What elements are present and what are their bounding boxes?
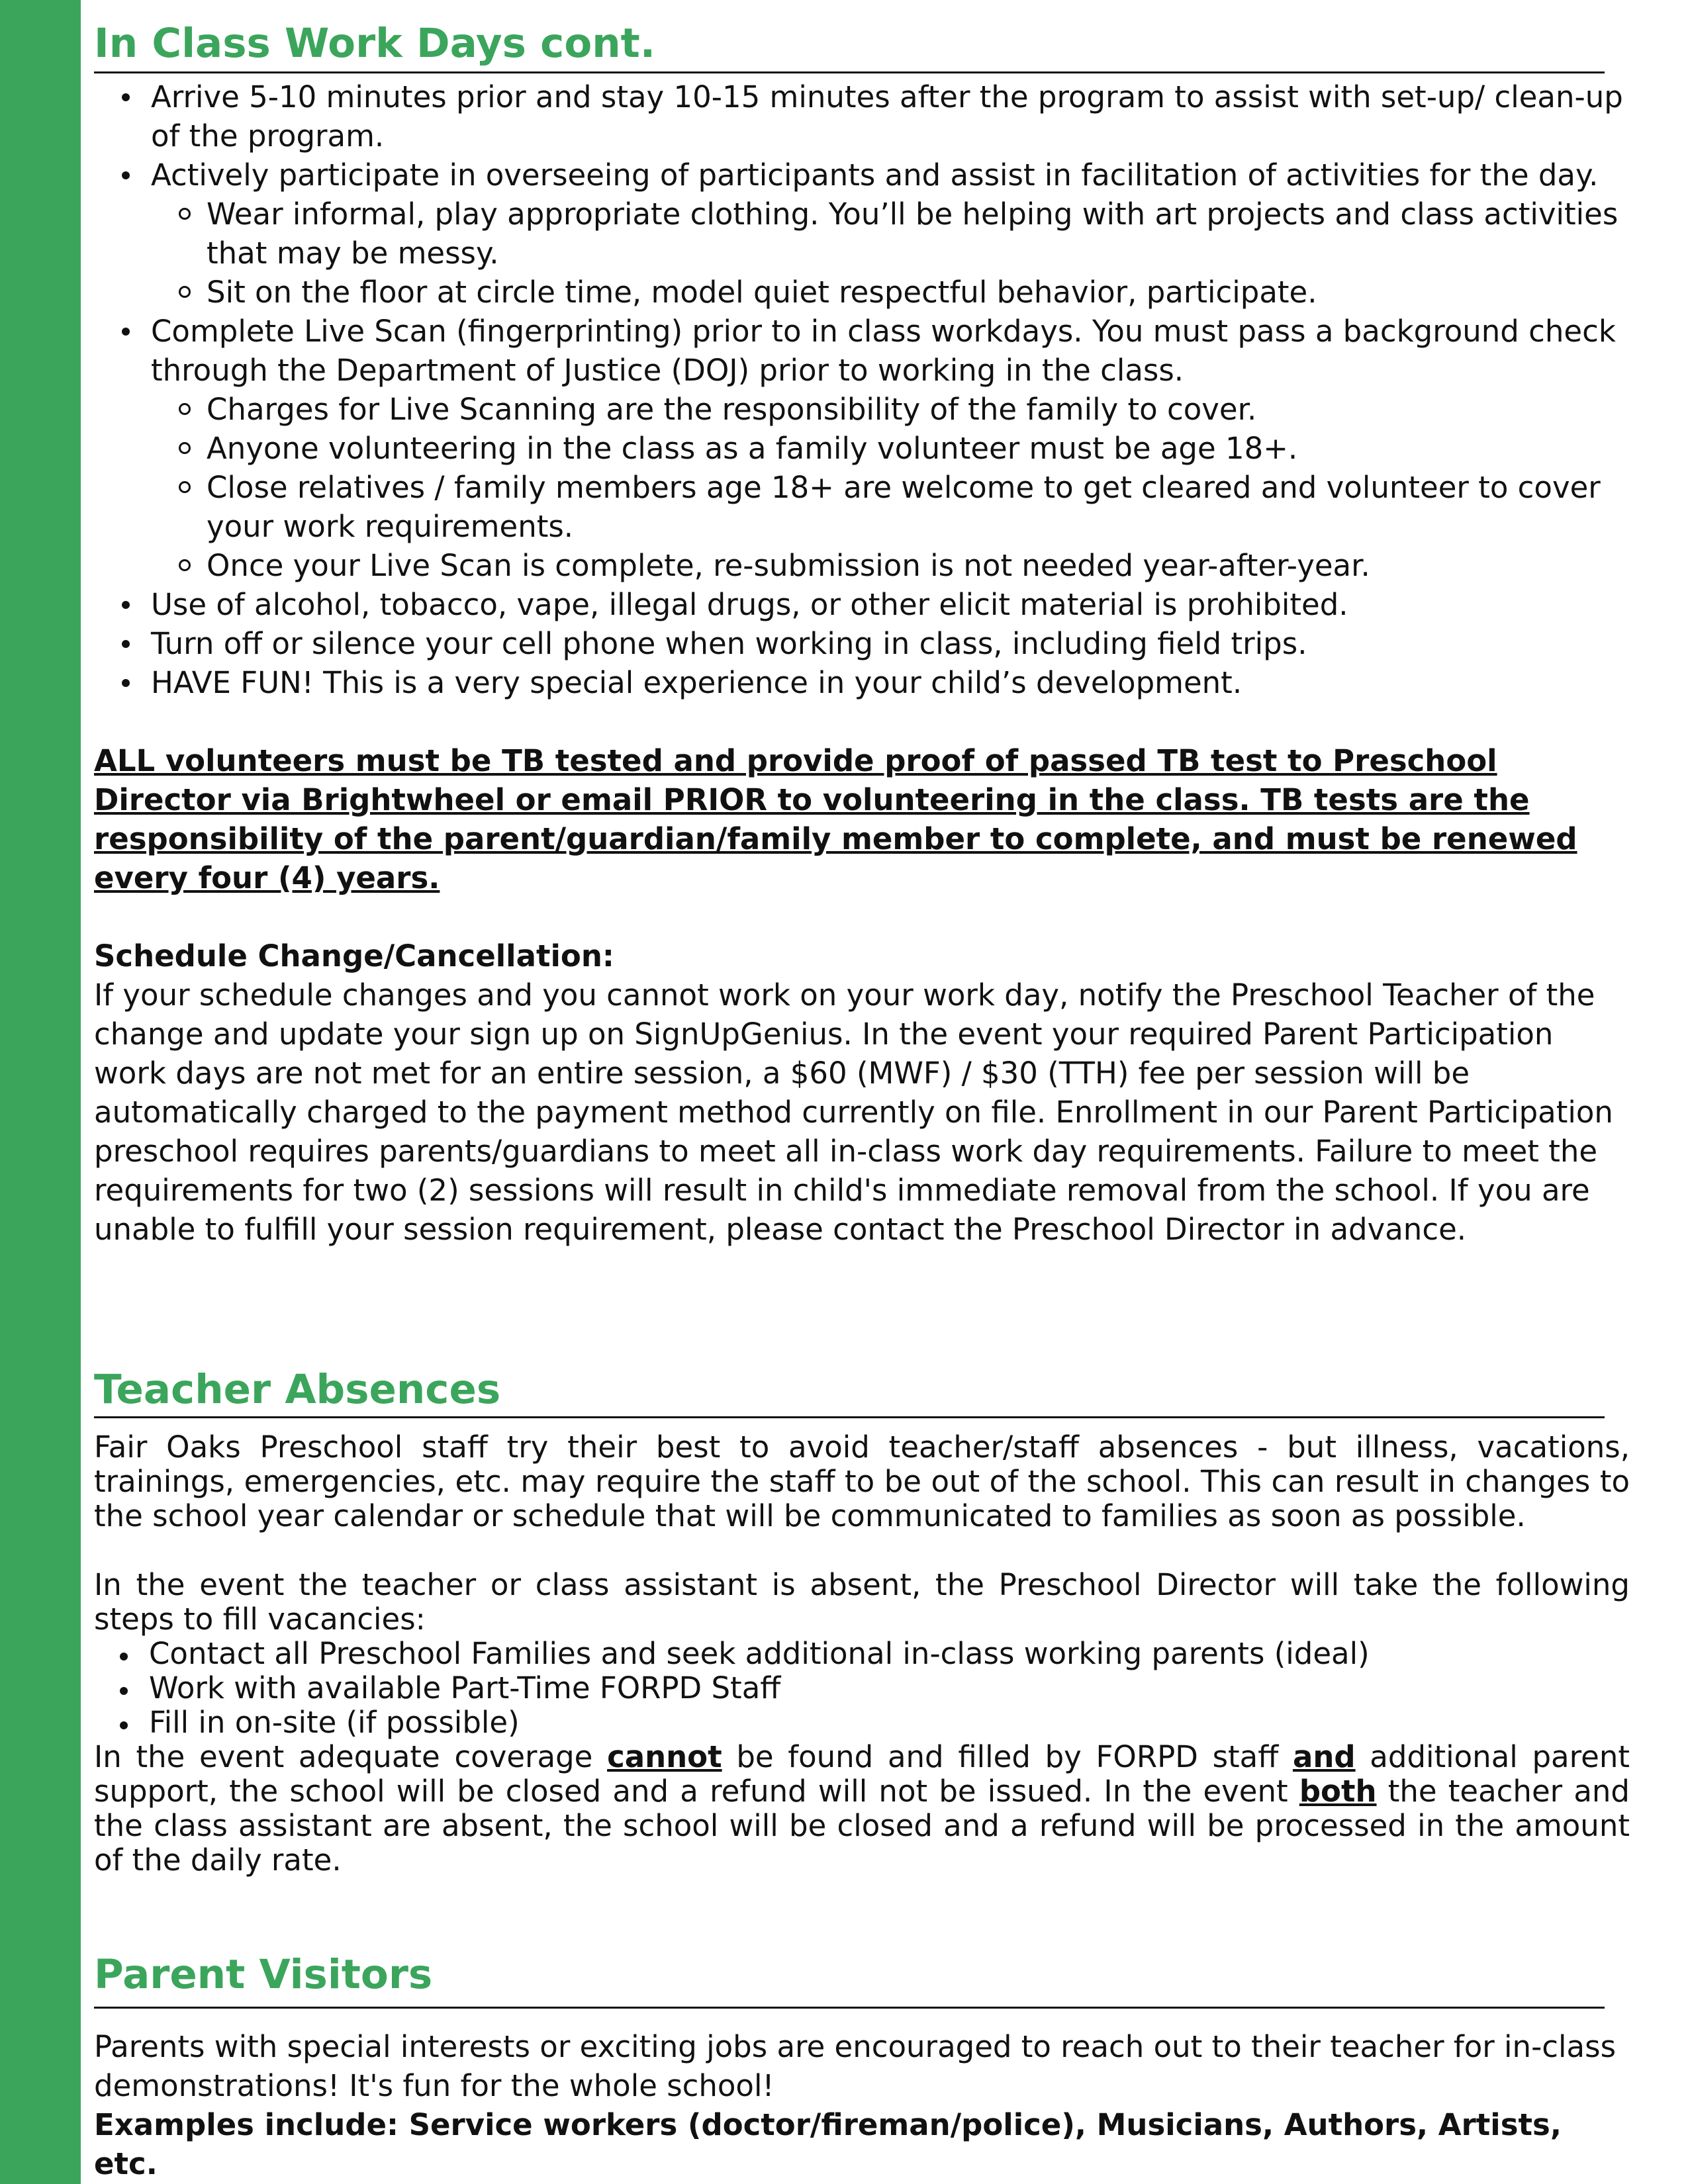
list-item: Turn off or silence your cell phone when working in class, including field trips. [94,624,1630,663]
sub-list-item: Anyone volunteering in the class as a family volunteer must be age 18+. [151,429,1630,468]
absences-steps-intro: In the event the teacher or class assistant is absent, the Preschool Director will take the following steps to fill vacancies: [94,1567,1630,1637]
sub-list-item: Charges for Live Scanning are the responsibility of the family to cover. [151,390,1630,429]
sub-list-item: Once your Live Scan is complete, re-submission is not needed year-after-year. [151,546,1630,585]
divider [94,1416,1605,1418]
list-item: Use of alcohol, tobacco, vape, illegal drugs, or other elicit material is prohibited. [94,585,1630,624]
section-title: In Class Work Days cont. [94,20,656,67]
divider [94,71,1605,73]
section-in-class-work-days [94,19,1630,1249]
section-title: Teacher Absences [94,1366,501,1413]
visitors-paragraph: Parents with special interests or exciting jobs are encouraged to reach out to their teacher for in-class demonstrations! It's fun for the whole school! [94,2029,1617,2103]
sub-list [151,195,1630,312]
tb-test-notice: ALL volunteers must be TB tested and provide proof of passed TB test to Preschool Director via Brightwheel or email PRIOR to volunteering in the class. TB tests are the responsibility of the parent/guardian/family member to complete, and must be renewed every four (4) years. [94,743,1577,895]
list-item: Work with available Part-Time FORPD Staff [92,1671,1630,1706]
emphasis-both: both [1299,1774,1377,1809]
sub-list-item: Close relatives / family members age 18+ are welcome to get cleared and volunteer to cover your work requirements. [151,468,1630,546]
list-item: Arrive 5-10 minutes prior and stay 10-15 minutes after the program to assist with set-up/ clean-up of the program. [94,77,1630,156]
work-day-rules-list [94,77,1630,702]
visitors-examples: Examples include: Service workers (doctor/fireman/police), Musicians, Authors, Artists, etc. [94,2107,1562,2181]
divider [94,2007,1605,2009]
section-teacher-absences [94,1365,1630,1878]
list-item: Fill in on-site (if possible) [92,1706,1630,1740]
sub-list [151,390,1630,585]
emphasis-and: and [1292,1739,1356,1774]
sub-list-item: Sit on the floor at circle time, model quiet respectful behavior, participate. [151,273,1630,312]
list-item: Contact all Preschool Families and seek additional in-class working parents (ideal) [92,1637,1630,1671]
emphasis-cannot: cannot [607,1739,722,1774]
coverage-paragraph: In the event adequate coverage cannot be found and filled by FORPD staff and additional parent support, the school will be closed and a refund will not be issued. In the event both the teacher and the class assistant are absent, the school will be closed and a refund will be processed in the amount of the daily rate. [94,1739,1630,1878]
list-item: Actively participate in overseeing of participants and assist in facilitation of activities for the day. Wear informal, play appropriate clothing. You’ll be helping with art projects and class activities that may be messy. Sit on the floor at circle time, model quiet respectful behavior, participate. [94,156,1630,312]
section-parent-visitors [94,1950,1630,2183]
green-side-bar [0,0,81,2184]
absences-paragraph: Fair Oaks Preschool staff try their best to avoid teacher/staff absences - but illness, vacations, trainings, emergencies, etc. may require the staff to be out of the school. This can result in changes to the school year calendar or schedule that will be communicated to families as soon as possible. [94,1430,1630,1533]
vacancy-steps-list [92,1637,1630,1740]
list-item: Complete Live Scan (fingerprinting) prior to in class workdays. You must pass a background check through the Department of Justice (DOJ) prior to working in the class. Charges for Live Scanning are the responsibility of the family to cover. Anyone volunteering in the class as a family volunteer must be age 18+. Close relatives / family members age 18+ are welcome to get cleared and volunteer to cover your work requirements. Once your Live Scan is complete, re-submission is not needed year-after-year. [94,312,1630,585]
schedule-change-text: If your schedule changes and you cannot work on your work day, notify the Preschool Teacher of the change and update your sign up on SignUpGenius. In the event your required Parent Participation work days are not met for an entire session, a $60 (MWF) / $30 (TTH) fee per session will be automatically charged to the payment method currently on file. Enrollment in our Parent Participation preschool requires parents/guardians to meet all in-class work day requirements. Failure to meet the requirements for two (2) sessions will result in child's immediate removal from the school. If you are unable to fulfill your session requirement, please contact the Preschool Director in advance. [94,978,1613,1247]
sub-list-item: Wear informal, play appropriate clothing. You’ll be helping with art projects and class activities that may be messy. [151,195,1630,273]
section-title: Parent Visitors [94,1951,433,1998]
list-item: HAVE FUN! This is a very special experience in your child’s development. [94,663,1630,702]
schedule-change-heading: Schedule Change/Cancellation: [94,938,614,974]
